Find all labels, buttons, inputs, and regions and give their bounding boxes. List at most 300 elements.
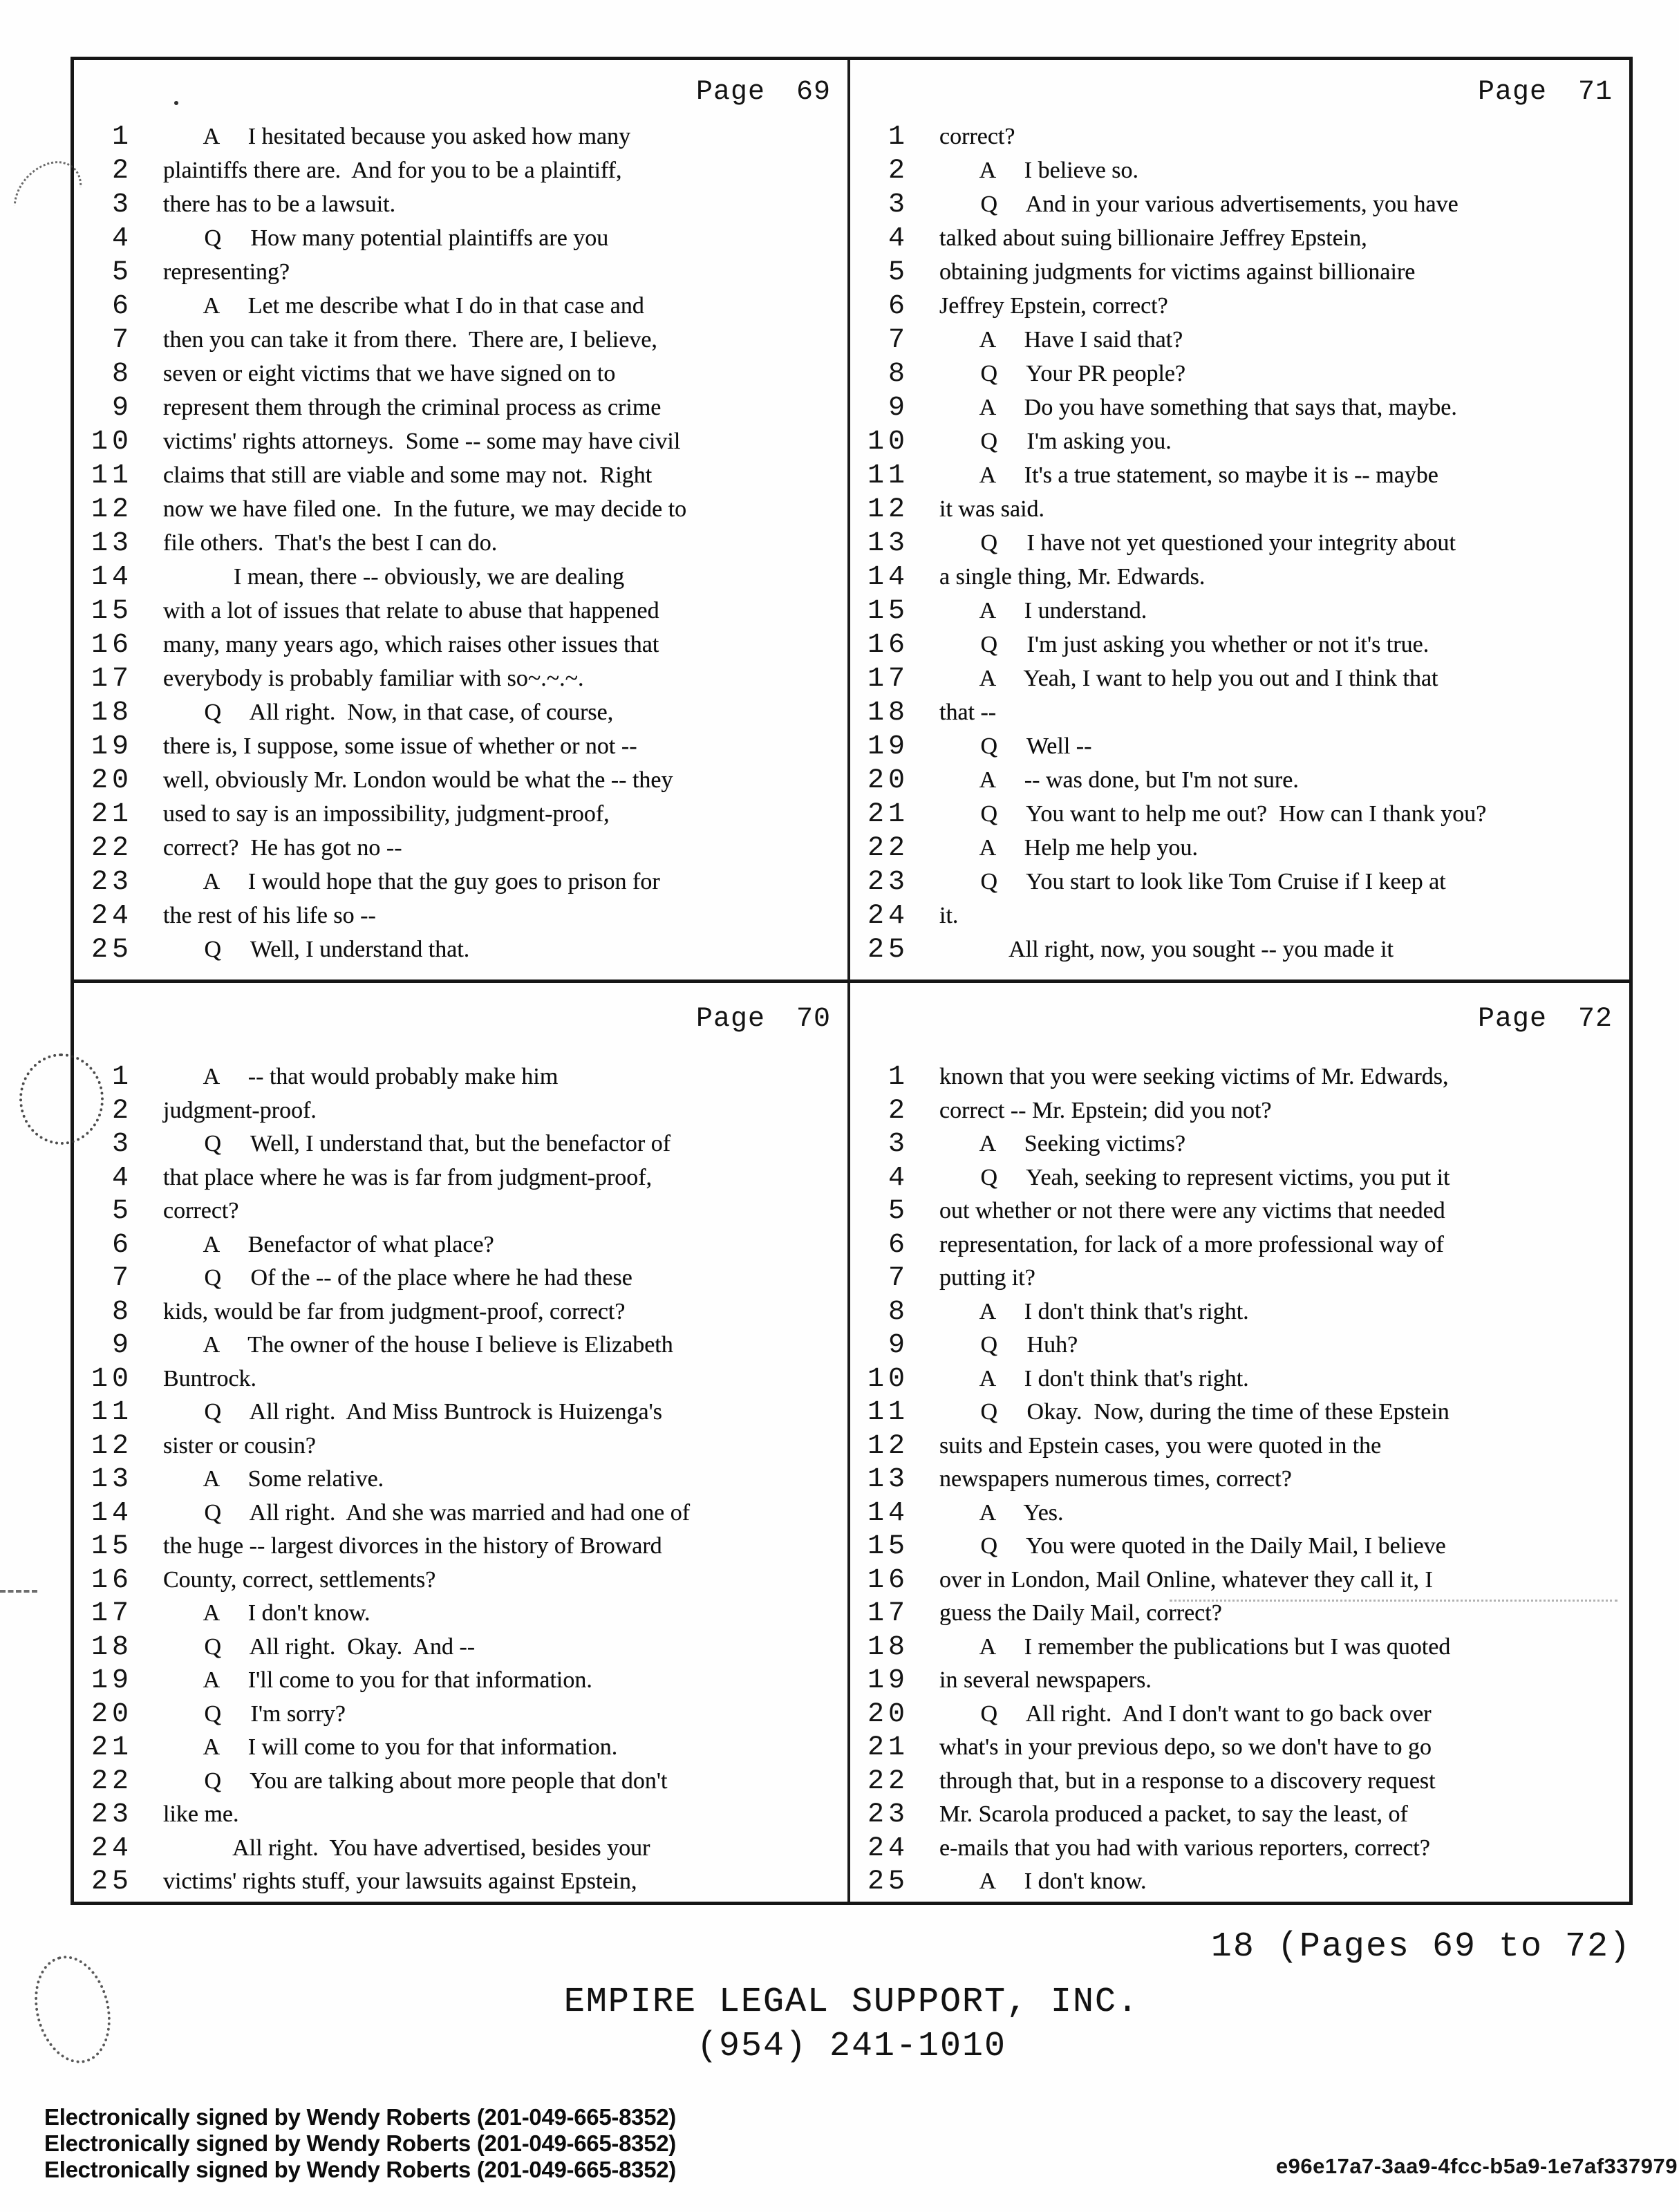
line-text: sister or cousin? [163, 1432, 316, 1459]
line-text: seven or eight victims that we have signed on to [163, 361, 616, 386]
line-number: 3 [111, 1129, 133, 1160]
line-number: 19 [867, 731, 909, 762]
transcript-line [77, 1228, 845, 1262]
transcript-line [77, 1564, 845, 1597]
line-number: 6 [888, 291, 909, 322]
line-number: 7 [111, 325, 133, 356]
line-number: 21 [91, 1732, 133, 1763]
transcript-line [77, 1631, 845, 1665]
line-text: A I hesitated because you asked how many [163, 124, 631, 149]
line-text: A I believe so. [939, 158, 1139, 183]
line-text: correct? [939, 124, 1015, 149]
transcript-line [77, 1597, 845, 1631]
transcript-line [77, 797, 845, 831]
line-number: 4 [111, 1162, 133, 1194]
line-number: 19 [91, 731, 133, 762]
transcript-lines [854, 120, 1626, 966]
line-text: kids, would be far from judgment-proof, correct? [163, 1298, 626, 1324]
line-text: Q All right. Now, in that case, of course, [163, 700, 614, 725]
transcript-line [854, 1228, 1626, 1262]
line-text: Q How many potential plaintiffs are you [163, 225, 609, 251]
transcript-line [854, 1362, 1626, 1396]
line-number: 3 [888, 189, 909, 221]
line-number: 14 [91, 562, 133, 593]
transcript-line [77, 187, 845, 221]
line-text: Q I'm just asking you whether or not it's true. [939, 632, 1429, 657]
transcript-line [854, 120, 1626, 153]
transcript-line [854, 255, 1626, 289]
line-number: 22 [91, 1765, 133, 1797]
line-text: A -- was done, but I'm not sure. [939, 767, 1299, 793]
transcript-line [77, 492, 845, 526]
transcript-line [77, 153, 845, 187]
transcript-line [854, 1127, 1626, 1161]
transcript-line [77, 1194, 845, 1228]
transcript-quadrant-page-70 [74, 983, 850, 1902]
transcript-line [77, 458, 845, 492]
line-text: A The owner of the house I believe is Elizabeth [163, 1332, 673, 1358]
transcript-line [77, 1127, 845, 1161]
transcript-line [854, 1664, 1626, 1698]
line-text: Q All right. And Miss Buntrock is Huizenga's [163, 1399, 663, 1425]
line-number: 14 [867, 1497, 909, 1529]
transcript-line [854, 1765, 1626, 1799]
line-number: 5 [111, 257, 133, 288]
line-text: Q Okay. Now, during the time of these Epstein [939, 1399, 1450, 1425]
line-number: 4 [111, 223, 133, 254]
line-number: 17 [867, 664, 909, 695]
transcript-line [854, 1698, 1626, 1732]
transcript-line [77, 1430, 845, 1463]
transcript-line [854, 221, 1626, 255]
transcript-line [77, 1396, 845, 1430]
line-number: 13 [91, 528, 133, 559]
page-number-label: Page 71 [1477, 77, 1613, 108]
line-text: through that, but in a response to a discovery request [939, 1768, 1436, 1794]
line-number: 8 [888, 1296, 909, 1328]
line-text: A I'll come to you for that information. [163, 1667, 592, 1693]
transcript-line [854, 1564, 1626, 1597]
transcript-line [854, 729, 1626, 763]
line-number: 12 [91, 1430, 133, 1462]
signature-line: Electronically signed by Wendy Roberts (201-049-665-8352) [44, 2130, 676, 2156]
transcript-line [77, 1664, 845, 1698]
line-text: everybody is probably familiar with so~.~.~. [163, 666, 584, 691]
line-text: Q I have not yet questioned your integrity about [939, 530, 1456, 556]
line-number: 13 [867, 1464, 909, 1495]
transcript-line [854, 424, 1626, 458]
line-number: 7 [888, 325, 909, 356]
line-number: 17 [91, 1598, 133, 1629]
line-text: Buntrock. [163, 1365, 257, 1391]
line-text: that place where he was is far from judgment-proof, [163, 1164, 653, 1190]
line-text: obtaining judgments for victims against billionaire [939, 259, 1416, 285]
line-text: plaintiffs there are. And for you to be a plaintiff, [163, 158, 622, 183]
line-text: A Yeah, I want to help you out and I think that [939, 666, 1438, 691]
transcript-line [854, 695, 1626, 729]
line-number: 15 [867, 596, 909, 627]
line-number: 21 [91, 799, 133, 830]
line-number: 21 [867, 799, 909, 830]
line-number: 17 [91, 664, 133, 695]
line-number: 1 [888, 122, 909, 153]
line-number: 25 [91, 935, 133, 966]
transcript-line [77, 1362, 845, 1396]
line-number: 12 [867, 494, 909, 525]
line-number: 25 [867, 1866, 909, 1897]
line-text: then you can take it from there. There are, I believe, [163, 327, 657, 353]
transcript-line [854, 1094, 1626, 1128]
line-text: that -- [939, 700, 997, 725]
line-number: 24 [867, 1833, 909, 1864]
transcript-line [77, 594, 845, 628]
line-text: A Let me describe what I do in that case and [163, 293, 644, 319]
transcript-line [77, 1698, 845, 1732]
line-text: there is, I suppose, some issue of whether or not -- [163, 733, 637, 759]
transcript-line [854, 1194, 1626, 1228]
line-text: Jeffrey Epstein, correct? [939, 293, 1168, 319]
transcript-line [854, 932, 1626, 966]
line-text: A I would hope that the guy goes to prison for [163, 869, 660, 894]
transcript-line [854, 1463, 1626, 1497]
line-text: A Some relative. [163, 1466, 384, 1492]
line-number: 23 [867, 1799, 909, 1830]
signature-line: Electronically signed by Wendy Roberts (201-049-665-8352) [44, 2104, 676, 2130]
line-text: A -- that would probably make him [163, 1064, 559, 1089]
line-text: A It's a true statement, so maybe it is -- maybe [939, 462, 1438, 488]
transcript-line [77, 729, 845, 763]
transcript-line [854, 662, 1626, 695]
line-text: newspapers numerous times, correct? [939, 1466, 1292, 1492]
line-text: guess the Daily Mail, correct? [939, 1600, 1222, 1626]
transcript-line [854, 628, 1626, 662]
line-number: 20 [91, 1698, 133, 1730]
transcript-lines [77, 120, 845, 966]
line-number: 12 [867, 1430, 909, 1462]
transcript-line [854, 1161, 1626, 1195]
transcript-line [854, 763, 1626, 797]
line-number: 10 [867, 427, 909, 458]
line-number: 17 [867, 1598, 909, 1629]
transcript-line [854, 1832, 1626, 1866]
transcript-line [77, 560, 845, 594]
transcript-line [854, 458, 1626, 492]
line-number: 14 [91, 1497, 133, 1529]
transcript-line [77, 932, 845, 966]
transcript-line [854, 187, 1626, 221]
transcript-line [77, 391, 845, 424]
line-text: All right, now, you sought -- you made it [939, 937, 1394, 962]
transcript-line [854, 391, 1626, 424]
line-number: 10 [867, 1363, 909, 1395]
transcript-line [854, 899, 1626, 932]
line-text: well, obviously Mr. London would be what the -- they [163, 767, 673, 793]
line-number: 19 [91, 1665, 133, 1696]
line-number: 16 [91, 630, 133, 661]
line-text: what's in your previous depo, so we don't have to go [939, 1734, 1432, 1760]
page-number-label: Page 70 [695, 1004, 831, 1035]
page-number-label: Page 72 [1477, 1004, 1613, 1035]
line-text: Q Yeah, seeking to represent victims, you put it [939, 1164, 1450, 1190]
line-text: in several newspapers. [939, 1667, 1152, 1693]
line-text: County, correct, settlements? [163, 1566, 436, 1593]
line-number: 4 [888, 1162, 909, 1194]
line-number: 18 [91, 697, 133, 729]
line-number: 20 [91, 765, 133, 796]
transcript-line [77, 1463, 845, 1497]
line-text: A I understand. [939, 598, 1147, 624]
transcript-line [854, 1497, 1626, 1530]
line-number: 3 [888, 1129, 909, 1160]
transcript-quadrant-page-72 [850, 983, 1629, 1902]
transcript-line [854, 1295, 1626, 1329]
line-number: 18 [91, 1631, 133, 1663]
line-number: 6 [111, 1229, 133, 1261]
line-text: judgment-proof. [163, 1097, 317, 1123]
line-text: the huge -- largest divorces in the history of Broward [163, 1533, 662, 1559]
line-text: now we have filed one. In the future, we may decide to [163, 496, 687, 522]
line-text: used to say is an impossibility, judgment-proof, [163, 801, 610, 827]
line-number: 23 [91, 867, 133, 898]
transcript-line [77, 1329, 845, 1362]
transcript-line [77, 1497, 845, 1530]
transcript-line [77, 424, 845, 458]
transcript-line [854, 594, 1626, 628]
line-number: 7 [888, 1263, 909, 1294]
signature-line: Electronically signed by Wendy Roberts (201-049-665-8352) [44, 2157, 676, 2182]
transcript-line [854, 560, 1626, 594]
line-text: known that you were seeking victims of Mr. Edwards, [939, 1064, 1449, 1089]
line-text: out whether or not there were any victims that needed [939, 1198, 1445, 1224]
line-text: A I don't know. [163, 1600, 370, 1626]
line-number: 8 [111, 359, 133, 390]
line-text: correct? [163, 1198, 239, 1224]
transcript-line [854, 526, 1626, 560]
line-number: 25 [91, 1866, 133, 1897]
page-number-label: Page 69 [695, 77, 831, 108]
page-range-indicator: 18 (Pages 69 to 72) [1210, 1927, 1631, 1967]
line-number: 24 [91, 1833, 133, 1864]
transcript-line [854, 831, 1626, 865]
transcript-line [854, 1396, 1626, 1430]
line-text: Q All right. And I don't want to go back over [939, 1700, 1432, 1727]
line-text: A I remember the publications but I was quoted [939, 1633, 1451, 1660]
transcript-line [77, 289, 845, 323]
line-text: representing? [163, 259, 290, 285]
line-text: claims that still are viable and some may not. Right [163, 462, 653, 488]
line-text: A Do you have something that says that, maybe. [939, 395, 1457, 420]
line-number: 16 [867, 1564, 909, 1596]
line-text: correct? He has got no -- [163, 835, 402, 861]
transcript-line [77, 1798, 845, 1832]
transcript-line [854, 289, 1626, 323]
line-number: 3 [111, 189, 133, 221]
transcript-line [77, 695, 845, 729]
transcript-line [77, 1262, 845, 1295]
line-text: Q And in your various advertisements, you have [939, 191, 1458, 217]
line-number: 2 [888, 156, 909, 187]
line-text: A Yes. [939, 1499, 1064, 1526]
line-text: the rest of his life so -- [163, 903, 376, 928]
line-number: 18 [867, 1631, 909, 1663]
line-number: 16 [91, 1564, 133, 1596]
line-number: 11 [867, 460, 909, 491]
line-text: A Help me help you. [939, 835, 1198, 861]
transcript-line [77, 120, 845, 153]
transcript-line [77, 1060, 845, 1094]
line-number: 5 [111, 1196, 133, 1227]
line-number: 6 [111, 291, 133, 322]
line-number: 21 [867, 1732, 909, 1763]
line-text: talked about suing billionaire Jeffrey Epstein, [939, 225, 1367, 251]
transcript-line [77, 1865, 845, 1899]
line-text: represent them through the criminal process as crime [163, 395, 662, 420]
line-number: 6 [888, 1229, 909, 1261]
line-number: 13 [867, 528, 909, 559]
line-text: it was said. [939, 496, 1045, 522]
line-number: 22 [867, 833, 909, 864]
line-text: Q All right. Okay. And -- [163, 1633, 476, 1660]
transcript-line [854, 1731, 1626, 1765]
transcript-line [854, 323, 1626, 357]
line-number: 9 [111, 1330, 133, 1361]
transcript-line [77, 1295, 845, 1329]
line-number: 10 [91, 427, 133, 458]
transcript-line [77, 662, 845, 695]
transcript-lines [854, 1060, 1626, 1899]
line-number: 22 [91, 833, 133, 864]
transcript-line [77, 865, 845, 899]
transcript-line [77, 1832, 845, 1866]
transcript-line [854, 1262, 1626, 1295]
line-number: 8 [111, 1296, 133, 1328]
line-number: 18 [867, 697, 909, 729]
transcript-line [77, 1094, 845, 1128]
transcript-line [77, 255, 845, 289]
line-number: 11 [91, 1397, 133, 1428]
line-text: correct -- Mr. Epstein; did you not? [939, 1097, 1272, 1123]
transcript-line [854, 1631, 1626, 1665]
transcript-line [854, 1430, 1626, 1463]
line-text: victims' rights stuff, your lawsuits against Epstein, [163, 1868, 637, 1894]
line-text: Q You want to help me out? How can I thank you? [939, 801, 1487, 827]
line-text: A I will come to you for that information. [163, 1734, 618, 1760]
line-text: it. [939, 903, 959, 928]
line-text: file others. That's the best I can do. [163, 530, 498, 556]
transcript-line [854, 1329, 1626, 1362]
line-text: putting it? [939, 1265, 1035, 1291]
line-number: 23 [91, 1799, 133, 1830]
transcript-quadrant-page-71 [850, 60, 1629, 983]
line-text: there has to be a lawsuit. [163, 191, 396, 217]
line-number: 11 [867, 1397, 909, 1428]
transcript-line [77, 831, 845, 865]
line-number: 12 [91, 494, 133, 525]
line-number: 11 [91, 460, 133, 491]
line-number: 2 [111, 156, 133, 187]
transcript-line [77, 357, 845, 391]
line-number: 20 [867, 765, 909, 796]
line-number: 16 [867, 630, 909, 661]
transcript-line [854, 797, 1626, 831]
transcript-line [77, 1731, 845, 1765]
reporting-company-name: EMPIRE LEGAL SUPPORT, INC. [563, 1983, 1140, 2022]
line-number: 9 [888, 393, 909, 424]
line-number: 5 [888, 257, 909, 288]
line-number: 23 [867, 867, 909, 898]
signature-block [44, 2104, 676, 2183]
line-text: a single thing, Mr. Edwards. [939, 564, 1206, 590]
line-text: A I don't think that's right. [939, 1365, 1249, 1391]
transcript-line [77, 1765, 845, 1799]
line-text: many, many years ago, which raises other issues that [163, 632, 659, 657]
line-text: Q You start to look like Tom Cruise if I keep at [939, 869, 1446, 894]
transcript-line [77, 628, 845, 662]
transcript-line [854, 1530, 1626, 1564]
transcript-line [854, 492, 1626, 526]
line-text: Q All right. And she was married and had one of [163, 1499, 691, 1526]
transcript-line [77, 1530, 845, 1564]
line-number: 2 [111, 1095, 133, 1127]
transcript-line [77, 221, 845, 255]
line-number: 20 [867, 1698, 909, 1730]
transcript-line [854, 1798, 1626, 1832]
transcript-line [77, 1161, 845, 1195]
line-text: Q Of the -- of the place where he had these [163, 1265, 632, 1291]
transcript-line [77, 899, 845, 932]
line-number: 5 [888, 1196, 909, 1227]
transcript-line [854, 1060, 1626, 1094]
line-text: Q You are talking about more people that don't [163, 1768, 668, 1794]
transcript-line [854, 153, 1626, 187]
line-number: 7 [111, 1263, 133, 1294]
line-text: A Seeking victims? [939, 1131, 1186, 1156]
line-number: 22 [867, 1765, 909, 1797]
transcript-line [854, 1865, 1626, 1899]
transcript-lines [77, 1060, 845, 1899]
line-number: 19 [867, 1665, 909, 1696]
line-text: Q I'm asking you. [939, 429, 1172, 454]
line-number: 9 [888, 1330, 909, 1361]
line-text: I mean, there -- obviously, we are dealing [163, 564, 625, 590]
transcript-grid [71, 57, 1633, 1905]
line-text: Q Well, I understand that, but the benefactor of [163, 1131, 671, 1156]
line-text: A I don't know. [939, 1868, 1147, 1894]
line-number: 1 [888, 1062, 909, 1093]
line-number: 14 [867, 562, 909, 593]
line-text: All right. You have advertised, besides your [163, 1835, 650, 1861]
line-number: 10 [91, 1363, 133, 1395]
line-text: e-mails that you had with various reporters, correct? [939, 1835, 1430, 1861]
transcript-line [77, 526, 845, 560]
line-text: A Benefactor of what place? [163, 1231, 494, 1257]
line-text: Mr. Scarola produced a packet, to say the least, of [939, 1801, 1408, 1827]
transcript-line [854, 1597, 1626, 1631]
line-number: 2 [888, 1095, 909, 1127]
line-text: Q You were quoted in the Daily Mail, I believe [939, 1533, 1446, 1559]
line-number: 15 [867, 1531, 909, 1562]
line-text: Q Huh? [939, 1332, 1078, 1358]
line-text: A I don't think that's right. [939, 1298, 1249, 1324]
document-hash: e96e17a7-3aa9-4fcc-b5a9-1e7af337979 [1275, 2154, 1678, 2178]
transcript-line [77, 763, 845, 797]
line-number: 15 [91, 1531, 133, 1562]
line-text: like me. [163, 1801, 239, 1827]
line-text: victims' rights attorneys. Some -- some may have civil [163, 429, 681, 454]
line-number: 13 [91, 1464, 133, 1495]
line-text: representation, for lack of a more professional way of [939, 1231, 1444, 1257]
reporting-company-phone: (954) 241-1010 [696, 2027, 1007, 2066]
